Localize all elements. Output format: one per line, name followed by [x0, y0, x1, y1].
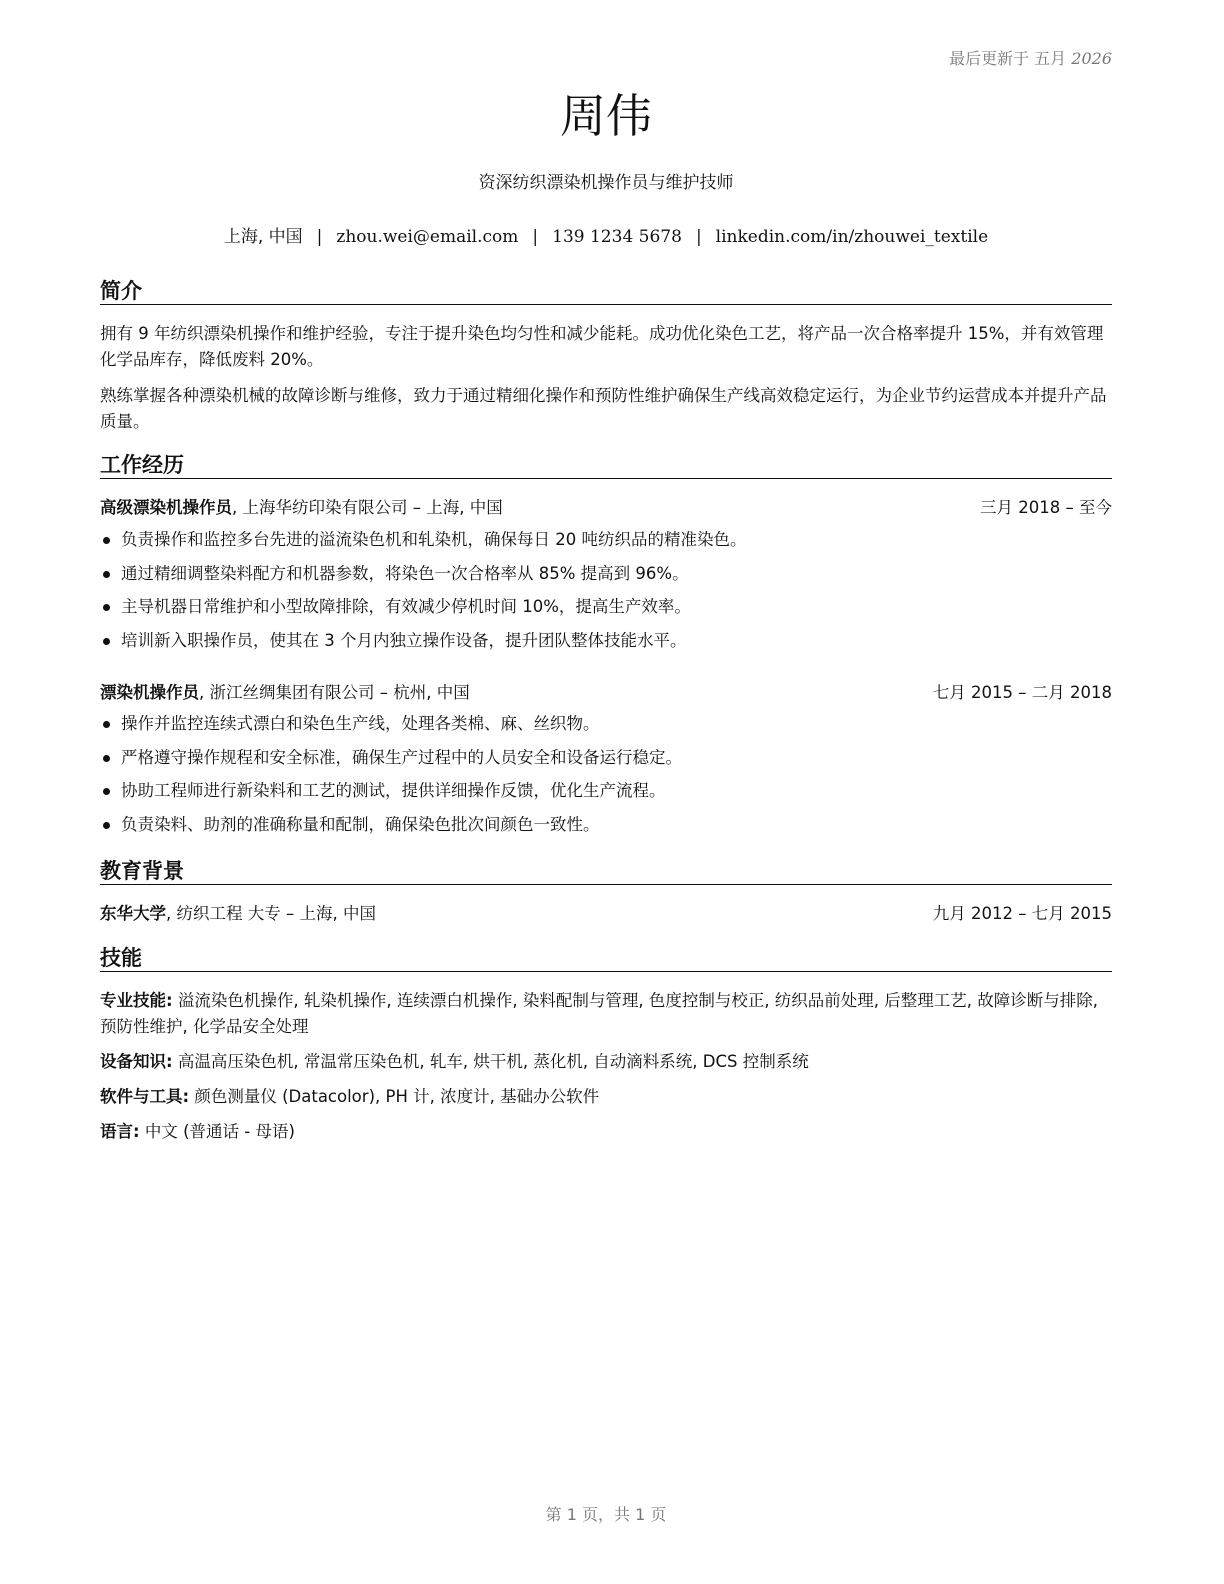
- job-company: , 上海华纺印染有限公司 – 上海, 中国: [232, 498, 503, 517]
- skill-label: 语言:: [100, 1122, 140, 1141]
- bullet-dot-icon: [103, 721, 110, 728]
- job-dates: 三月 2018 – 至今: [980, 498, 1112, 517]
- last-updated: [949, 46, 1112, 69]
- list-item: [100, 741, 1112, 775]
- contact-separator: |: [532, 227, 539, 247]
- bullet-text: 负责操作和监控多台先进的溢流染色机和轧染机，确保每日 20 吨纺织品的精准染色。: [121, 530, 747, 549]
- contact-linkedin[interactable]: linkedin.com/in/zhouwei_textile: [715, 227, 989, 247]
- job-bullet-list: [100, 707, 1112, 841]
- job-header: [100, 496, 1112, 520]
- last-updated-label: 最后更新于 五月: [949, 49, 1067, 68]
- bullet-dot-icon: [103, 788, 110, 795]
- bullet-text: 操作并监控连续式漂白和染色生产线，处理各类棉、麻、丝织物。: [121, 714, 600, 733]
- contact-separator: |: [695, 227, 702, 247]
- bullet-dot-icon: [103, 822, 110, 829]
- bullet-text: 主导机器日常维护和小型故障排除，有效减少停机时间 10%，提高生产效率。: [121, 597, 691, 616]
- summary-paragraph: 熟练掌握各种漂染机械的故障诊断与维修，致力于通过精细化操作和预防性维护确保生产线高效稳定运行，为企业节约运营成本并提升产品质量。: [100, 386, 1107, 431]
- job-bullet-list: [100, 523, 1112, 657]
- list-item: [100, 707, 1112, 741]
- bullet-text: 负责染料、助剂的准确称量和配制，确保染色批次间颜色一致性。: [121, 814, 600, 834]
- skill-value: 中文 (普通话 - 母语): [139, 1122, 295, 1141]
- list-item: [100, 624, 1112, 658]
- last-updated-year: 2026: [1071, 49, 1112, 68]
- bullet-dot-icon: [103, 755, 110, 762]
- job-company: , 浙江丝绸集团有限公司 – 杭州, 中国: [199, 683, 470, 702]
- education-entry: [100, 902, 1112, 926]
- skill-line: [100, 1084, 1112, 1110]
- section-title-experience: 工作经历: [100, 452, 1112, 479]
- list-item: [100, 808, 1112, 842]
- candidate-headline: 资深纺织漂染机操作员与维护技师: [478, 173, 734, 193]
- job-header: [100, 681, 1112, 705]
- contact-separator: |: [316, 227, 323, 247]
- education-dates: 九月 2012 – 七月 2015: [932, 904, 1112, 923]
- job-dates: 七月 2015 – 二月 2018: [932, 683, 1112, 702]
- section-title-summary: 简介: [100, 278, 1112, 305]
- page-footer: 第 1 页，共 1 页: [545, 1505, 667, 1524]
- skill-value: 颜色测量仪 (Datacolor), PH 计, 浓度计, 基础办公软件: [189, 1087, 600, 1106]
- contact-location: 上海, 中国: [223, 227, 303, 247]
- bullet-text: 培训新入职操作员，使其在 3 个月内独立操作设备，提升团队整体技能水平。: [121, 630, 687, 650]
- candidate-name: 周伟: [560, 89, 652, 143]
- list-item: [100, 774, 1112, 808]
- skill-label: 软件与工具:: [100, 1087, 190, 1106]
- skill-value: 高温高压染色机, 常温常压染色机, 轧车, 烘干机, 蒸化机, 自动滴料系统, DCS 控制系统: [172, 1052, 809, 1071]
- bullet-dot-icon: [103, 604, 110, 611]
- skill-line: [100, 1049, 1112, 1075]
- list-item: [100, 557, 1112, 591]
- bullet-dot-icon: [103, 638, 110, 645]
- skill-label: 设备知识:: [100, 1052, 173, 1071]
- skill-label: 专业技能:: [100, 991, 173, 1010]
- job-title: 高级漂染机操作员: [100, 498, 232, 517]
- bullet-dot-icon: [103, 571, 110, 578]
- skill-value: 溢流染色机操作, 轧染机操作, 连续漂白机操作, 染料配制与管理, 色度控制与校正, 纺织品前处理, 后整理工艺, 故障诊断与排除, 预防性维护, 化学品安全处理: [100, 991, 1099, 1036]
- section-title-skills: 技能: [100, 945, 1112, 972]
- bullet-text: 通过精细调整染料配方和机器参数，将染色一次合格率从 85% 提高到 96%。: [121, 563, 689, 583]
- bullet-text: 协助工程师进行新染料和工艺的测试，提供详细操作反馈，优化生产流程。: [121, 781, 666, 800]
- resume-page: [100, 0, 1112, 1584]
- list-item: [100, 590, 1112, 624]
- education-school: 东华大学: [100, 904, 166, 923]
- section-title-education: 教育背景: [100, 858, 1112, 885]
- bullet-dot-icon: [103, 537, 110, 544]
- contact-phone[interactable]: 139 1234 5678: [552, 227, 682, 247]
- contact-line: [100, 225, 1112, 249]
- job-title: 漂染机操作员: [100, 683, 199, 702]
- bullet-text: 严格遵守操作规程和安全标准，确保生产过程中的人员安全和设备运行稳定。: [121, 747, 682, 767]
- skill-line: [100, 988, 1112, 1040]
- summary-paragraph: 拥有 9 年纺织漂染机操作和维护经验，专注于提升染色均匀性和减少能耗。成功优化染色工艺，将产品一次合格率提升 15%，并有效管理化学品库存，降低废料 20%。: [100, 324, 1104, 369]
- contact-email[interactable]: zhou.wei@email.com: [336, 227, 519, 247]
- list-item: [100, 523, 1112, 557]
- skill-line: [100, 1119, 1112, 1145]
- education-details: , 纺织工程 大专 – 上海, 中国: [166, 904, 376, 923]
